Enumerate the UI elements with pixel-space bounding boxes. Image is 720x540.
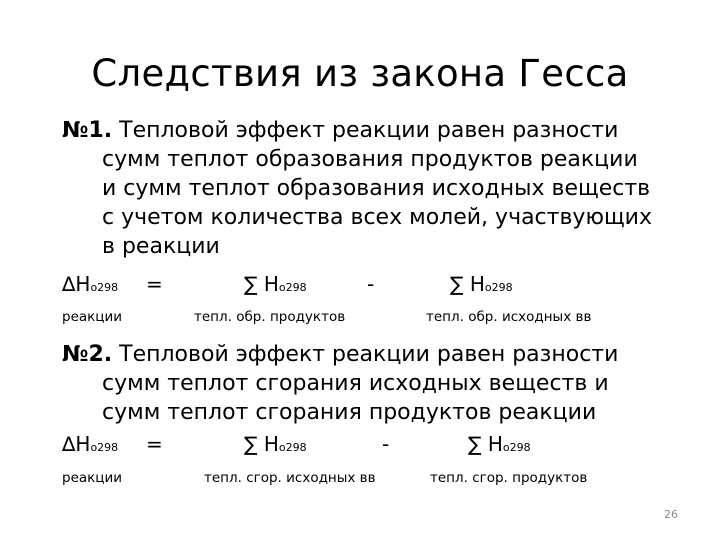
minus-sign: - bbox=[367, 272, 375, 296]
formula-sum-products: ∑ Ho298 bbox=[244, 272, 307, 296]
slide-title: Следствия из закона Гесса bbox=[91, 52, 629, 95]
minus-sign: - bbox=[382, 432, 390, 456]
paragraph-line: Тепловой эффект реакции равен разности bbox=[119, 118, 619, 143]
page-number: 26 bbox=[664, 508, 678, 521]
label-products: тепл. сгор. продуктов bbox=[430, 470, 588, 486]
formula-1-labels bbox=[62, 309, 662, 327]
consequence-1 bbox=[62, 116, 672, 261]
equals-sign: = bbox=[146, 272, 163, 296]
paragraph-line: и сумм теплот образования исходных веществ bbox=[102, 176, 651, 201]
label-reaction: реакции bbox=[62, 470, 123, 486]
formula-2 bbox=[62, 432, 662, 462]
label-products: тепл. обр. продуктов bbox=[194, 309, 346, 325]
label-reactants: тепл. сгор. исходных вв bbox=[204, 470, 376, 486]
paragraph-line: Тепловой эффект реакции равен разности bbox=[119, 342, 619, 367]
equals-sign: = bbox=[146, 432, 163, 456]
formula-sum-reactants: ∑ Ho298 bbox=[450, 272, 513, 296]
formula-2-labels bbox=[62, 470, 662, 488]
paragraph-line: в реакции bbox=[102, 234, 220, 259]
formula-sum-products: ∑ Ho298 bbox=[468, 432, 531, 456]
paragraph-line: с учетом количества всех молей, участвующих bbox=[102, 205, 652, 230]
label-reactants: тепл. обр. исходных вв bbox=[426, 309, 592, 325]
formula-lhs: ∆Ho298 bbox=[62, 432, 119, 456]
paragraph-line: сумм теплот образования продуктов реакции bbox=[102, 147, 638, 172]
label-reaction: реакции bbox=[62, 309, 123, 325]
item-number: №2. bbox=[62, 342, 113, 367]
paragraph-line: сумм теплот сгорания продуктов реакции bbox=[102, 400, 597, 425]
item-number: №1. bbox=[62, 118, 113, 143]
paragraph-line: сумм теплот сгорания исходных веществ и bbox=[102, 371, 609, 396]
consequence-2 bbox=[62, 340, 672, 427]
formula-lhs: ∆Ho298 bbox=[62, 272, 119, 296]
formula-1 bbox=[62, 272, 662, 302]
formula-sum-reactants: ∑ Ho298 bbox=[244, 432, 307, 456]
